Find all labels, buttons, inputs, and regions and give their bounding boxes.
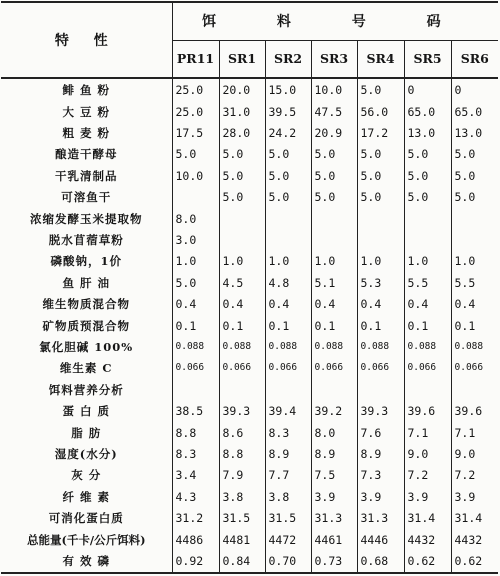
row-label: 饵料营养分析 <box>1 379 172 400</box>
table-cell: 4432 <box>454 532 483 547</box>
table-cell: 25.0 <box>172 101 219 122</box>
table-cell: 4.3 <box>172 486 219 507</box>
table-row <box>1 144 498 165</box>
table-cell: 31.3 <box>357 508 404 529</box>
table-row <box>1 208 498 229</box>
table-cell: 8.3 <box>265 422 311 443</box>
table-cell: 5.0 <box>404 144 451 165</box>
table-cell: 7.2 <box>404 465 451 486</box>
table-cell: 38.5 <box>172 401 219 422</box>
table-cell: 0.4 <box>172 293 219 314</box>
table-cell: 9.0 <box>454 447 476 462</box>
table-cell: 1.0 <box>172 251 219 272</box>
table-cell: 1.0 <box>404 251 451 272</box>
table-cell: 0.4 <box>357 293 404 314</box>
table-cell <box>311 208 357 229</box>
row-label: 有 效 磷 <box>1 550 172 573</box>
table-cell: 31.0 <box>219 101 265 122</box>
table-cell <box>451 208 498 229</box>
code-header: SR3 <box>311 40 357 78</box>
row-label: 干乳清制品 <box>1 165 172 186</box>
table-cell: 5.5 <box>454 275 476 290</box>
table-cell: 0.70 <box>265 550 311 573</box>
table-cell <box>404 208 451 229</box>
table-cell: 0.1 <box>265 315 311 336</box>
table-cell: 4461 <box>311 529 357 550</box>
code-header: SR4 <box>357 40 404 78</box>
table-cell: 31.4 <box>404 508 451 529</box>
table-cell: 7.1 <box>404 422 451 443</box>
table-cell: 39.4 <box>265 401 311 422</box>
row-label: 氯化胆碱 100% <box>1 336 172 357</box>
table-row <box>1 122 498 143</box>
table-cell: 1.0 <box>311 251 357 272</box>
table-cell: 8.0 <box>172 208 219 229</box>
table-cell: 15.0 <box>265 78 311 101</box>
table-cell: 31.4 <box>454 511 483 526</box>
table-cell: 0.1 <box>454 318 476 333</box>
row-label: 磷酸钠，1价 <box>1 251 172 272</box>
table-cell: 5.0 <box>357 186 404 207</box>
table-cell: 24.2 <box>265 122 311 143</box>
table-cell <box>219 379 265 400</box>
table-cell: 4.8 <box>265 272 311 293</box>
table-cell: 31.5 <box>219 508 265 529</box>
table-cell: 4472 <box>265 529 311 550</box>
table-cell: 0.088 <box>311 336 357 357</box>
table-cell: 3.0 <box>172 229 219 250</box>
row-label: 大 豆 粉 <box>1 101 172 122</box>
table-cell: 31.5 <box>265 508 311 529</box>
table-cell: 0.088 <box>172 336 219 357</box>
table-cell: 1.0 <box>454 254 476 269</box>
table-cell: 8.8 <box>172 422 219 443</box>
table-cell <box>357 229 404 250</box>
code-header: PR11 <box>172 40 219 78</box>
table-cell <box>357 379 404 400</box>
table-row <box>1 422 498 443</box>
table-row <box>1 293 498 314</box>
table-cell: 5.0 <box>311 144 357 165</box>
table-cell: 5.1 <box>311 272 357 293</box>
table-row <box>1 272 498 293</box>
table-cell: 0.088 <box>357 336 404 357</box>
table-cell: 0.066 <box>219 358 265 379</box>
table-cell: 1.0 <box>219 251 265 272</box>
table-cell: 0.73 <box>311 550 357 573</box>
table-row <box>1 379 498 400</box>
row-label: 纤 维 素 <box>1 486 172 507</box>
code-header: SR6 <box>451 40 498 78</box>
table-cell: 65.0 <box>454 104 483 119</box>
table-cell: 7.5 <box>311 465 357 486</box>
table-cell: 7.7 <box>265 465 311 486</box>
table-cell: 0.088 <box>265 336 311 357</box>
table-cell: 0.62 <box>451 550 498 573</box>
table-cell: 5.0 <box>265 165 311 186</box>
table-cell: 3.9 <box>357 486 404 507</box>
row-label: 维生物质混合物 <box>1 293 172 314</box>
row-label: 酿造干酵母 <box>1 144 172 165</box>
table-cell: 8.9 <box>265 443 311 464</box>
table-cell: 0.088 <box>404 336 451 357</box>
table-cell: 0.088 <box>219 336 265 357</box>
table-row <box>1 165 498 186</box>
table-cell: 17.2 <box>357 122 404 143</box>
table-cell: 7.3 <box>357 465 404 486</box>
table-cell: 0.4 <box>219 293 265 314</box>
table-cell: 5.0 <box>219 165 265 186</box>
table-cell: 3.4 <box>172 465 219 486</box>
table-cell <box>404 379 451 400</box>
table-cell: 0 <box>454 83 462 98</box>
row-label: 湿度(水分) <box>1 443 172 464</box>
property-header: 特 性 <box>1 2 172 78</box>
table-cell: 0.4 <box>454 297 476 312</box>
table-row <box>1 550 498 573</box>
table-cell: 0.1 <box>404 315 451 336</box>
table-cell: 25.0 <box>172 78 219 101</box>
table-cell <box>265 229 311 250</box>
table-cell: 0.066 <box>311 358 357 379</box>
table-cell: 13.0 <box>454 125 483 140</box>
table-cell: 0.68 <box>357 550 404 573</box>
table-cell: 39.3 <box>219 401 265 422</box>
table-cell: 5.0 <box>454 147 476 162</box>
table-row <box>1 486 498 507</box>
table-cell: 4486 <box>172 529 219 550</box>
table-cell: 3.8 <box>265 486 311 507</box>
table-cell: 20.0 <box>219 78 265 101</box>
table-cell: 0.84 <box>219 550 265 573</box>
row-label: 维生素 C <box>1 358 172 379</box>
table-cell: 5.0 <box>219 186 265 207</box>
table-cell: 0.066 <box>404 358 451 379</box>
table-cell <box>451 229 498 250</box>
table-cell: 0.1 <box>219 315 265 336</box>
table-cell: 31.3 <box>311 508 357 529</box>
table-cell: 5.0 <box>404 165 451 186</box>
table-cell: 5.0 <box>454 168 476 183</box>
row-label: 鲱 鱼 粉 <box>1 78 172 101</box>
table-cell <box>451 379 498 400</box>
table-row <box>1 186 498 207</box>
table-cell <box>219 208 265 229</box>
table-row <box>1 401 498 422</box>
table-cell: 5.0 <box>311 165 357 186</box>
row-label: 鱼 肝 油 <box>1 272 172 293</box>
table-cell: 0.088 <box>454 341 484 352</box>
table-cell: 13.0 <box>404 122 451 143</box>
row-label: 矿物质预混合物 <box>1 315 172 336</box>
table-cell: 39.3 <box>357 401 404 422</box>
table-cell <box>265 379 311 400</box>
row-label: 脂 肪 <box>1 422 172 443</box>
table-cell: 10.0 <box>311 78 357 101</box>
table-cell <box>265 208 311 229</box>
table-cell: 0.1 <box>357 315 404 336</box>
row-label: 灰 分 <box>1 465 172 486</box>
table-cell: 1.0 <box>265 251 311 272</box>
table-cell: 7.2 <box>454 468 476 483</box>
table-cell: 4446 <box>357 529 404 550</box>
table-cell: 5.5 <box>404 272 451 293</box>
table-cell: 0.4 <box>311 293 357 314</box>
row-label: 可溶鱼干 <box>1 186 172 207</box>
table-cell: 3.9 <box>311 486 357 507</box>
table-cell: 5.0 <box>265 186 311 207</box>
table-cell: 8.0 <box>311 422 357 443</box>
table-cell: 0.066 <box>172 358 219 379</box>
table-cell: 0 <box>404 78 451 101</box>
table-row <box>1 251 498 272</box>
table-cell <box>172 186 219 207</box>
table-cell: 4.5 <box>219 272 265 293</box>
table-cell: 56.0 <box>357 101 404 122</box>
code-header: SR5 <box>404 40 451 78</box>
table-cell: 5.0 <box>454 190 476 205</box>
table-cell: 0.1 <box>172 315 219 336</box>
table-cell: 5.0 <box>172 144 219 165</box>
table-cell: 5.0 <box>311 186 357 207</box>
table-cell: 5.0 <box>219 144 265 165</box>
feed-codes-header: 饵 料 号 码 <box>172 2 498 40</box>
table-cell: 0.62 <box>404 550 451 573</box>
table-row <box>1 101 498 122</box>
table-cell <box>311 229 357 250</box>
table-row <box>1 336 498 357</box>
table-cell: 4481 <box>219 529 265 550</box>
table-cell: 0.066 <box>357 358 404 379</box>
table-cell: 39.6 <box>454 404 483 419</box>
code-header: SR1 <box>219 40 265 78</box>
table-cell: 3.8 <box>219 486 265 507</box>
table-cell: 7.9 <box>219 465 265 486</box>
table-cell: 8.8 <box>219 443 265 464</box>
row-label: 可消化蛋白质 <box>1 508 172 529</box>
table-cell: 7.6 <box>357 422 404 443</box>
table-row <box>1 508 498 529</box>
table-cell: 20.9 <box>311 122 357 143</box>
table-cell: 5.0 <box>404 186 451 207</box>
table-row <box>1 529 498 550</box>
table-cell <box>357 208 404 229</box>
row-label: 蛋 白 质 <box>1 401 172 422</box>
table-cell: 10.0 <box>172 165 219 186</box>
row-label: 脱水苜蓿草粉 <box>1 229 172 250</box>
table-cell: 3.9 <box>454 489 476 504</box>
table-cell: 5.0 <box>357 78 404 101</box>
table-cell: 28.0 <box>219 122 265 143</box>
table-cell: 9.0 <box>404 443 451 464</box>
table-cell <box>311 379 357 400</box>
table-row <box>1 443 498 464</box>
table-row <box>1 465 498 486</box>
table-cell: 0.4 <box>404 293 451 314</box>
table-cell: 39.2 <box>311 401 357 422</box>
table-cell: 5.0 <box>357 144 404 165</box>
table-cell: 47.5 <box>311 101 357 122</box>
table-row <box>1 78 498 101</box>
table-cell: 5.0 <box>265 144 311 165</box>
table-cell: 5.3 <box>357 272 404 293</box>
table-cell: 17.5 <box>172 122 219 143</box>
table-cell: 8.3 <box>172 443 219 464</box>
table-cell: 0.4 <box>265 293 311 314</box>
table-cell: 4432 <box>404 529 451 550</box>
row-label: 粗 麦 粉 <box>1 122 172 143</box>
table-cell <box>404 229 451 250</box>
row-label: 总能量(千卡/公斤饵料) <box>1 529 172 550</box>
table-cell: 0.066 <box>454 362 484 374</box>
table-row <box>1 358 498 379</box>
table-cell <box>172 379 219 400</box>
row-label: 浓缩发酵玉米提取物 <box>1 208 172 229</box>
table-cell: 3.9 <box>404 486 451 507</box>
table-cell: 0.1 <box>311 315 357 336</box>
table-cell: 5.0 <box>172 272 219 293</box>
table-row <box>1 229 498 250</box>
table-cell: 7.1 <box>454 425 476 440</box>
table-cell: 39.5 <box>265 101 311 122</box>
table-cell: 8.9 <box>357 443 404 464</box>
table-cell: 0.066 <box>265 358 311 379</box>
table-cell: 0.92 <box>172 550 219 573</box>
feed-composition-table <box>1 1 498 574</box>
table-cell: 65.0 <box>404 101 451 122</box>
table-cell <box>219 229 265 250</box>
table-cell: 8.6 <box>219 422 265 443</box>
table-cell: 8.9 <box>311 443 357 464</box>
table-cell: 5.0 <box>357 165 404 186</box>
table-cell: 1.0 <box>357 251 404 272</box>
table-cell: 31.2 <box>172 508 219 529</box>
code-header: SR2 <box>265 40 311 78</box>
table-cell: 39.6 <box>404 401 451 422</box>
table-row <box>1 315 498 336</box>
